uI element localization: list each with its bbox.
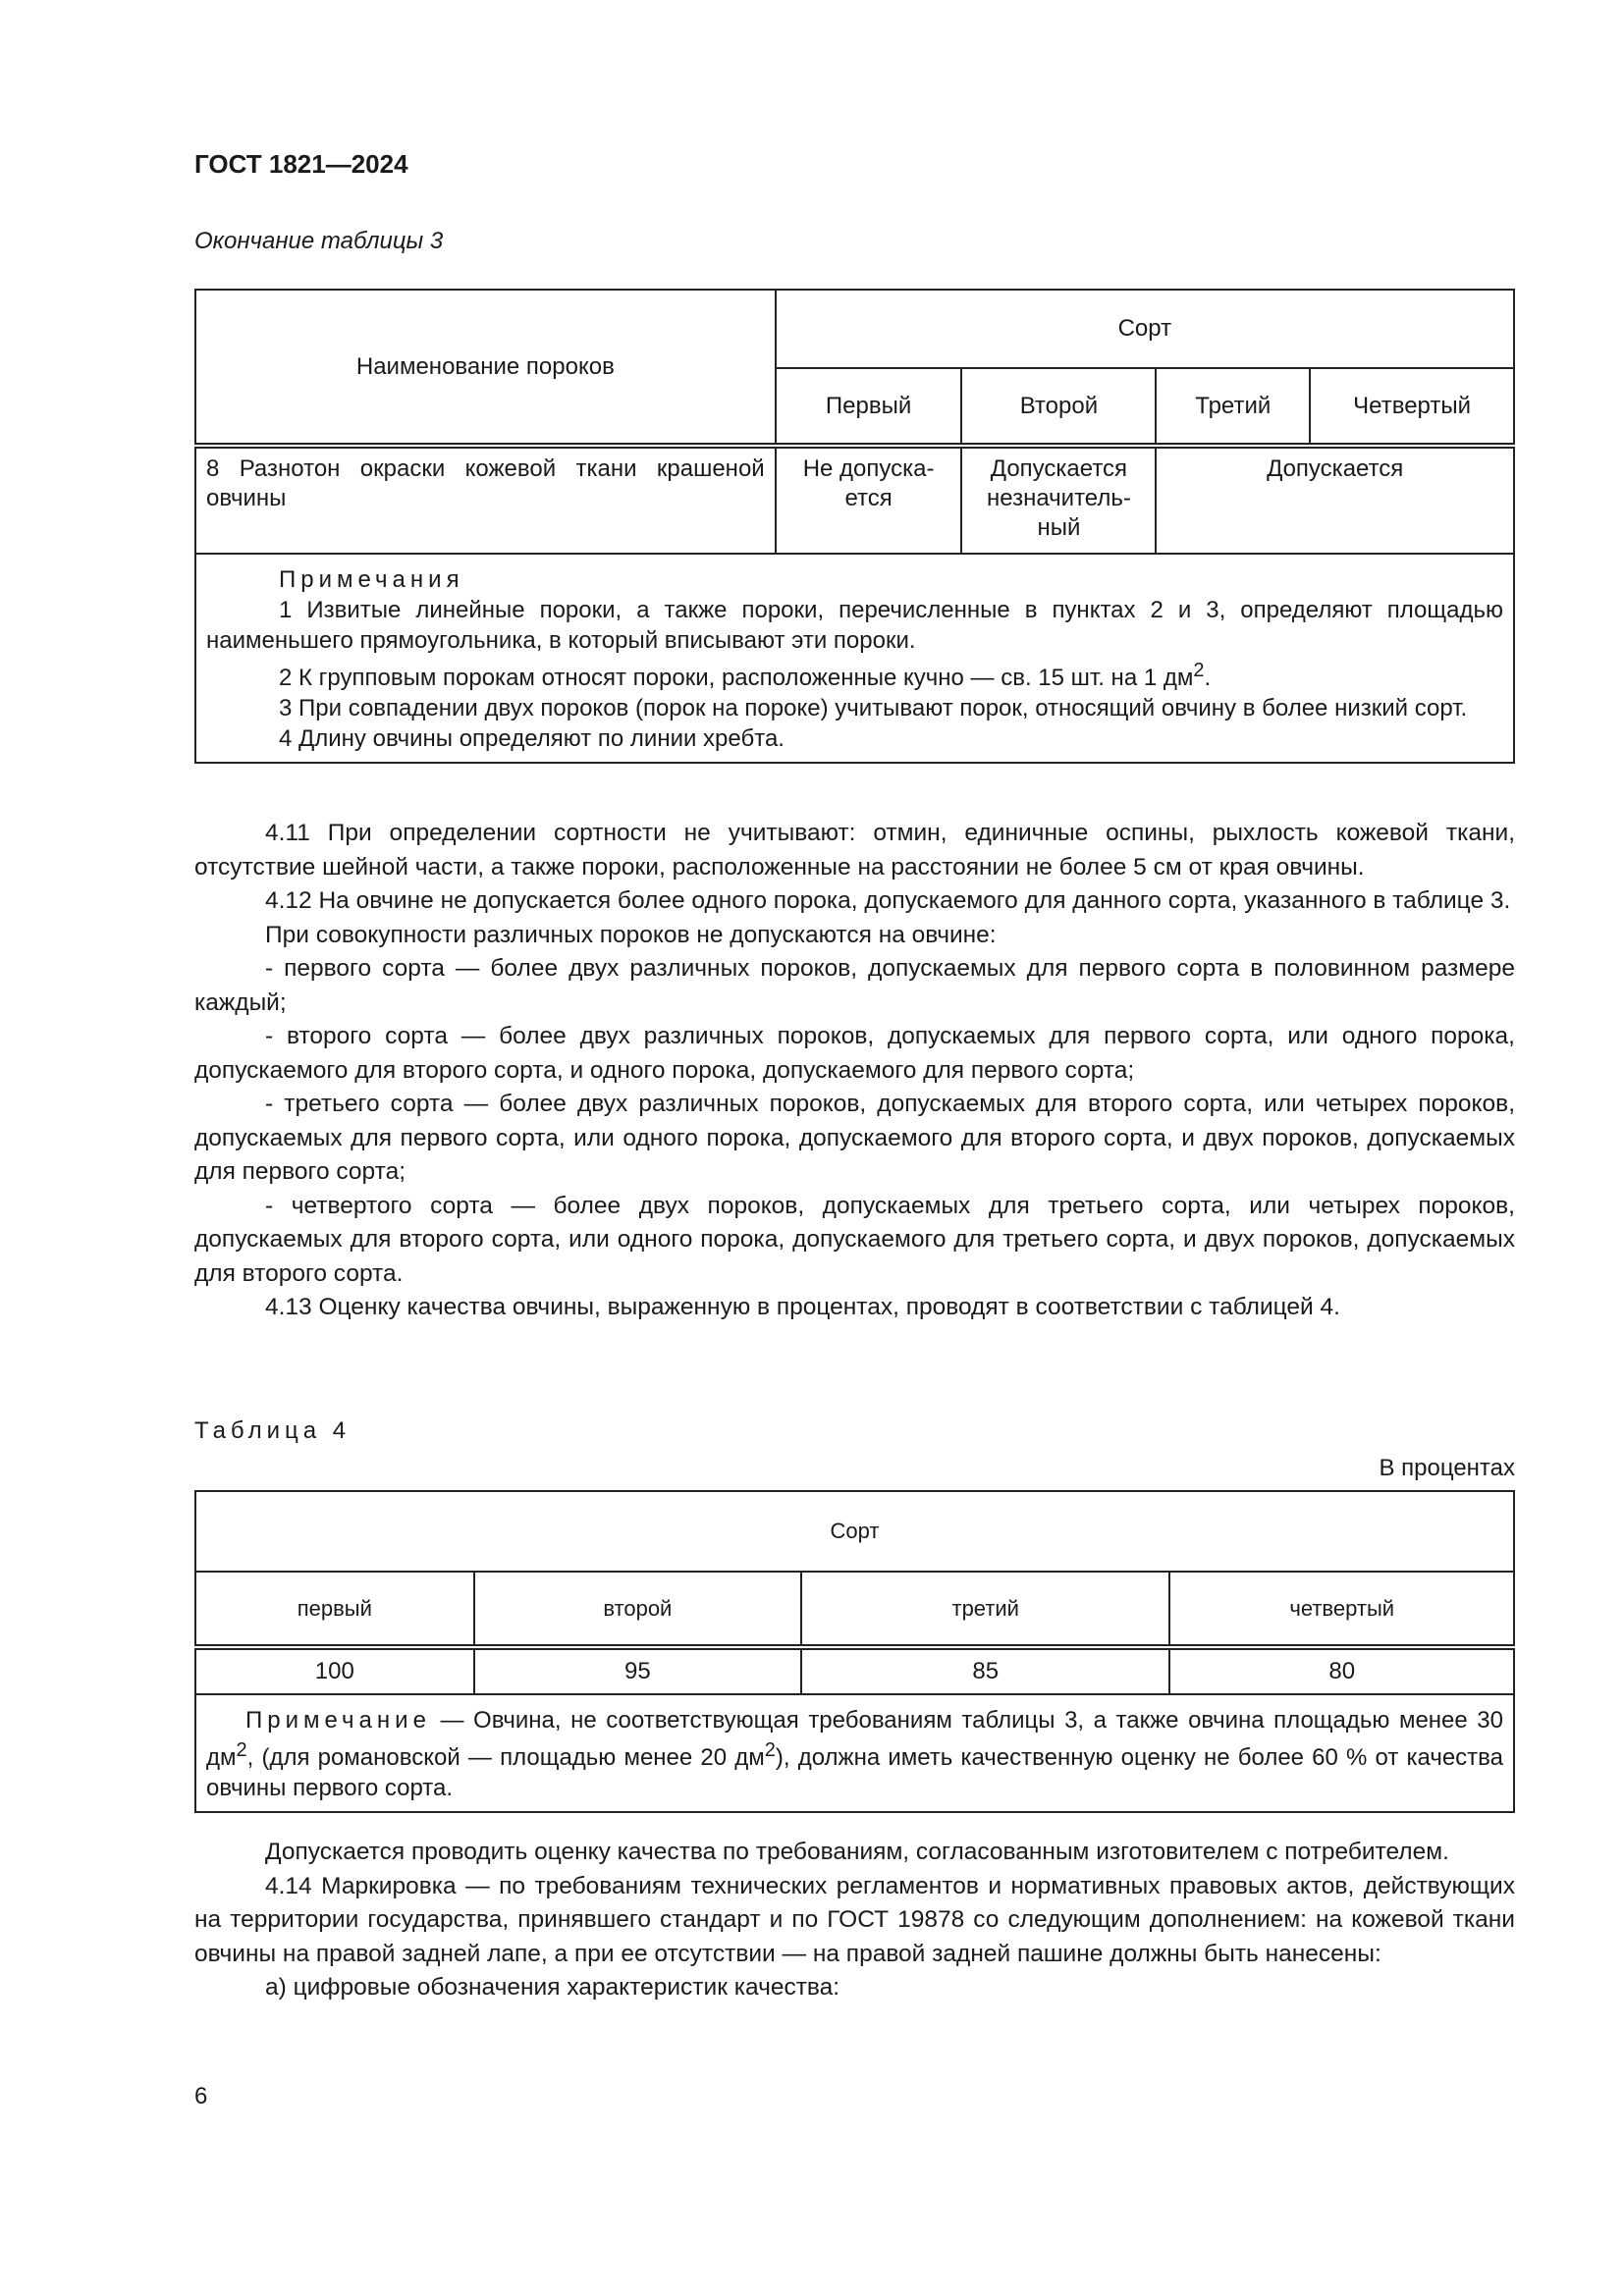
document-header: ГОСТ 1821—2024 [194,149,408,179]
paragraph: 4.11 При определении сортности не учитывают: отмин, единичные оспины, рыхлость кожевой ткани, отсутствие шейной части, а также пороки, расположенные на расстоянии не более 5 см от края овчины. [194,820,1515,881]
grade-header-second: второй [474,1572,801,1647]
first-grade-cell: Не допуска-ется [776,446,962,554]
value-fourth: 80 [1169,1647,1514,1694]
table-4-note [195,1694,1514,1812]
column-header-grade: Сорт [776,290,1514,368]
table-4 [194,1490,1515,1813]
note-2-text: 2 К групповым порокам относят пороки, расположенные кучно — св. 15 шт. на 1 дм [279,665,1194,691]
third-fourth-grade-cell: Допускается [1156,446,1514,554]
grade-header-first: первый [195,1572,474,1647]
paragraph: Допускается проводить оценку качества по требованиям, согласованным изготовителем с потребителем. [265,1839,1449,1865]
grade-header-third: Третий [1156,368,1310,446]
second-grade-cell: Допускается незначитель-ный [961,446,1156,554]
notes-title: Примечания [279,566,464,593]
paragraph: а) цифровые обозначения характеристик качества: [265,1974,840,2001]
paragraph: - третьего сорта — более двух различных пороков, допускаемых для второго сорта, или четырех пороков, допускаемых для первого сорта, или одного порока, допускаемого для второго сорта, и двух пороков, допускаемых для первого сорта; [194,1091,1515,1185]
body-text-1 [194,817,1515,1325]
table-4-label: Таблица 4 [194,1417,352,1444]
paragraph: 4.13 Оценку качества овчины, выраженную в процентах, проводят в соответствии с таблицей 4. [265,1294,1340,1320]
value-first: 100 [195,1647,474,1694]
note-4: 4 Длину овчины определяют по линии хребта. [279,725,785,752]
note-3: 3 При совпадении двух пороков (порок на пороке) учитывают порок, относящий овчину в более низкий сорт. [279,695,1468,721]
paragraph: 4.14 Маркировка — по требованиям технических регламентов и нормативных правовых актов, действующих на территории государства, принявшего стандарт и по ГОСТ 19878 со следующим дополнением: на кожевой ткани овчины на правой задней лапе, а при ее отсутствии — на правой задней пашине должны быть нанесены: [194,1872,1515,1967]
grade-header-second: Второй [961,368,1156,446]
paragraph: - первого сорта — более двух различных пороков, допускаемых для первого сорта в половинном размере каждый; [194,955,1515,1016]
superscript: 2 [764,1739,776,1761]
value-third: 85 [801,1647,1169,1694]
table-continuation-caption: Окончание таблицы 3 [194,228,444,254]
paragraph: При совокупности различных пороков не допускаются на овчине: [265,921,997,948]
value-second: 95 [474,1647,801,1694]
paragraph: - четвертого сорта — более двух пороков, допускаемых для третьего сорта, или четырех пороков, допускаемых для второго сорта, или одного порока, допускаемого для третьего сорта, и двух пороков, допускаемых для второго сорта. [194,1192,1515,1287]
note-text: ), должна иметь качественную оценку не более 60 % от качества овчины первого сорта. [206,1744,1504,1801]
note-1: 1 Извитые линейные пороки, а также пороки, перечисленные в пунктах 2 и 3, определяют площадью наименьшего прямоугольника, в который вписывают эти пороки. [206,597,1503,654]
grade-header-first: Первый [776,368,962,446]
superscript: 2 [1193,660,1205,681]
column-header-defect-name: Наименование пороков [195,290,776,446]
note-2 [206,656,1503,693]
table-4-units: В процентах [1379,1455,1515,1481]
superscript: 2 [236,1739,247,1761]
table-row [195,446,1514,554]
grade-header-third: третий [801,1572,1169,1647]
paragraph: 4.12 На овчине не допускается более одного порока, допускаемого для данного сорта, указанного в таблице 3. [265,887,1511,914]
note-2-end: . [1204,665,1212,691]
page-number: 6 [194,2083,208,2109]
column-header-grade: Сорт [195,1491,1514,1572]
notes-row [195,554,1514,763]
notes-cell [195,554,1514,763]
note-title: Примечание [245,1707,431,1734]
defect-name-cell: 8 Разнотон окраски кожевой ткани крашеной овчины [195,446,776,554]
body-text-2 [194,1836,1515,2005]
table-row [195,1647,1514,1694]
note-text: — Овчина, не соответствующая требованиям таблицы 3, а также овчина площадью менее 30 дм [206,1707,1503,1771]
paragraph: - второго сорта — более двух различных пороков, допускаемых для первого сорта, или одного порока, допускаемого для второго сорта, и одного порока, допускаемого для первого сорта; [194,1023,1515,1084]
grade-header-fourth: четвертый [1169,1572,1514,1647]
grade-header-fourth: Четвертый [1310,368,1514,446]
note-text: , (для романовской — площадью менее 20 дм [246,1744,765,1771]
table-3 [194,289,1515,764]
